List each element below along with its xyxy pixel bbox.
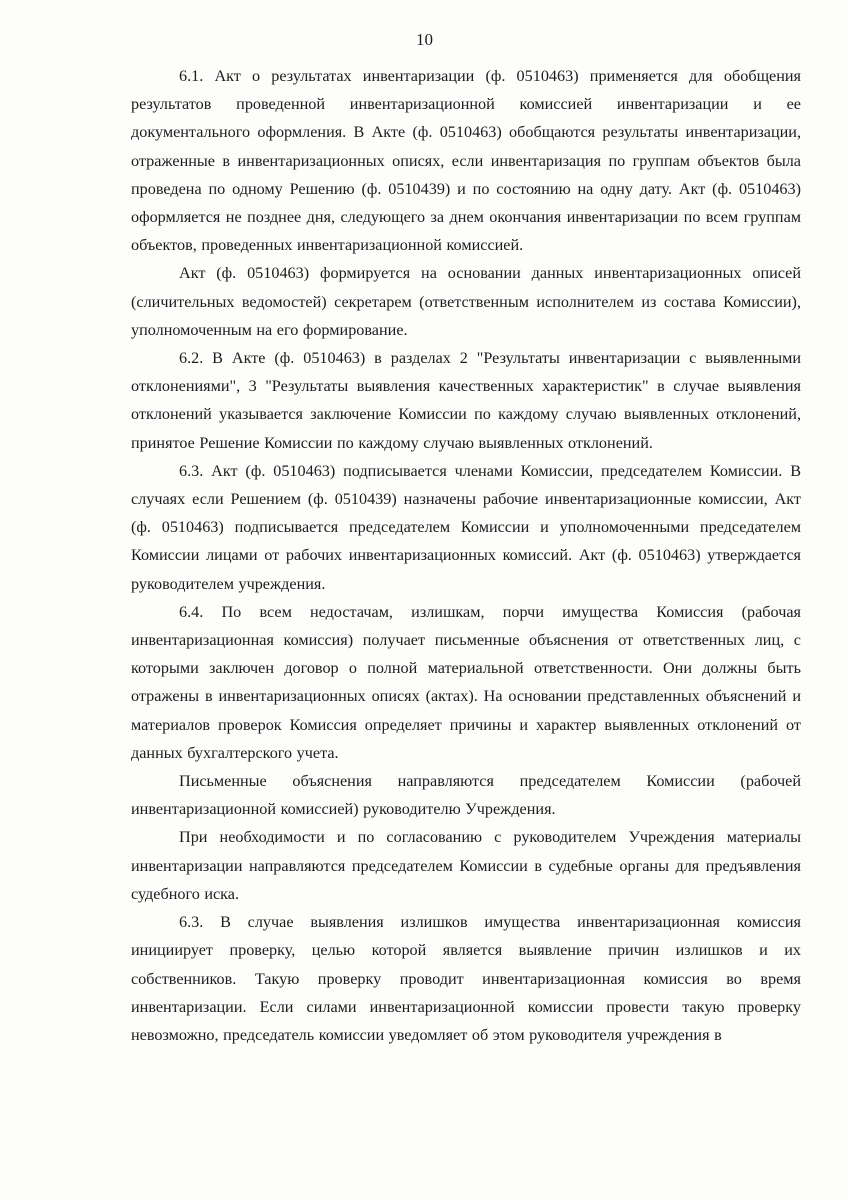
paragraph-written-explanations: Письменные объяснения направляются председателем Комиссии (рабочей инвентаризационной комиссией) руководителю Учреждения. xyxy=(131,772,801,819)
paragraph-6-2: 6.2. В Акте (ф. 0510463) в разделах 2 "Результаты инвентаризации с выявленными отклонениями", 3 "Результаты выявления качественных характеристик" в случае выявления отклонений указывается заключение Комиссии по каждому случаю выявленных отклонений, принятое Решение Комиссии по каждому случаю выявленных отклонений. xyxy=(131,349,801,452)
document-body xyxy=(131,62,801,1049)
paragraph-6-4: 6.4. По всем недостачам, излишкам, порчи имущества Комиссия (рабочая инвентаризационная комиссия) получает письменные объяснения от ответственных лиц, с которыми заключен договор о полной материальной ответственности. Они должны быть отражены в инвентаризационных описях (актах). На основании представленных объяснений и материалов проверок Комиссия определяет причины и характер выявленных отклонений от данных бухгалтерского учета. xyxy=(131,602,801,762)
paragraph-court-materials: При необходимости и по согласованию с руководителем Учреждения материалы инвентаризации направляются председателем Комиссии в судебные органы для предъявления судебного иска. xyxy=(131,828,801,903)
paragraph-6-1: 6.1. Акт о результатах инвентаризации (ф. 0510463) применяется для обобщения результатов проведенной инвентаризационной комиссией инвентаризации и ее документального оформления. В Акте (ф. 0510463) обобщаются результаты инвентаризации, отраженные в инвентаризационных описях, если инвентаризация по группам объектов была проведена по одному Решению (ф. 0510439) и по состоянию на одну дату. Акт (ф. 0510463) оформляется не позднее дня, следующего за днем окончания инвентаризации по всем группам объектов, проведенных инвентаризационной комиссией. xyxy=(131,67,801,255)
paragraph-6-3: 6.3. Акт (ф. 0510463) подписывается членами Комиссии, председателем Комиссии. В случаях если Решением (ф. 0510439) назначены рабочие инвентаризационные комиссии, Акт (ф. 0510463) подписывается председателем Комиссии и уполномоченными председателем Комиссии лицами от рабочих инвентаризационных комиссий. Акт (ф. 0510463) утверждается руководителем учреждения. xyxy=(131,461,801,593)
page-number: 10 xyxy=(416,30,433,49)
paragraph-act-formation: Акт (ф. 0510463) формируется на основании данных инвентаризационных описей (сличительных ведомостей) секретарем (ответственным исполнителем из состава Комиссии), уполномоченным на его формирование. xyxy=(131,264,801,339)
paragraph-6-3-surplus: 6.3. В случае выявления излишков имущества инвентаризационная комиссия инициирует проверку, целью которой является выявление причин излишков и их собственников. Такую проверку проводит инвентаризационная комиссия во время инвентаризации. Если силами инвентаризационной комиссии провести такую проверку невозможно, председатель комиссии уведомляет об этом руководителя учреждения в xyxy=(131,913,801,1044)
